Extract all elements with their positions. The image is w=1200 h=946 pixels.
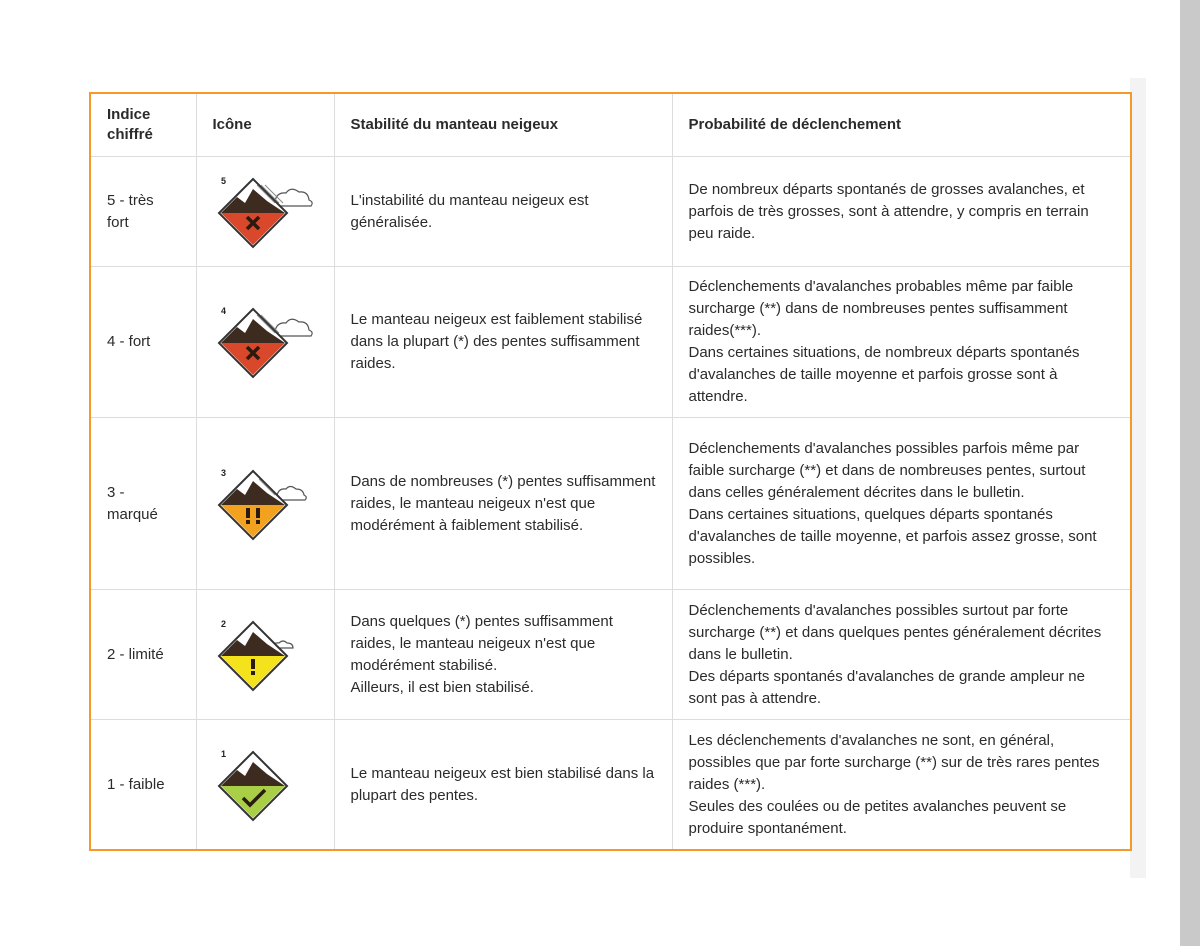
danger-level-5-cross-icon (215, 175, 315, 249)
row-stability: Dans de nombreuses (*) pentes suffisamment raides, le manteau neigeux n'est que modérément à faiblement stabilisé. (334, 418, 672, 590)
row-index: 2 - limité (90, 590, 196, 720)
page-side-panel (1130, 78, 1146, 878)
row-probability: Les déclenchements d'avalanches ne sont, en général, possibles que par forte surcharge (**) sur de très rares pentes raides (***). Seules des coulées ou de petites avalanches peuvent se produire spontanément. (672, 720, 1131, 850)
danger-level-1-checkmark-icon (215, 748, 315, 822)
row-stability: Le manteau neigeux est bien stabilisé dans la plupart des pentes. (334, 720, 672, 850)
icon-level-number: 4 (221, 306, 227, 317)
row-probability: De nombreux départs spontanés de grosses avalanches, et parfois de très grosses, sont à attendre, y compris en terrain peu raide. (672, 157, 1131, 267)
icon-level-number: 1 (221, 748, 227, 759)
table-row (90, 418, 1131, 590)
table-row (90, 267, 1131, 418)
danger-level-2-exclamation-icon (215, 618, 315, 692)
table-header-row (90, 93, 1131, 157)
row-probability: Déclenchements d'avalanches probables même par faible surcharge (**) dans de nombreuses pentes suffisamment raides(***). Dans certaines situations, de nombreux départs spontanés d'avalanches de taille moyenne et parfois grosse sont à attendre. (672, 267, 1131, 418)
table-row (90, 590, 1131, 720)
table-row (90, 157, 1131, 267)
row-icon-cell (196, 418, 334, 590)
row-icon-cell (196, 590, 334, 720)
scrollbar-track[interactable] (1180, 0, 1200, 946)
header-stability: Stabilité du manteau neigeux (334, 93, 672, 157)
danger-level-3-double-exclamation-icon (215, 467, 315, 541)
danger-level-4-cross-icon (215, 305, 315, 379)
row-index: 5 - très fort (90, 157, 196, 267)
row-index: 1 - faible (90, 720, 196, 850)
row-stability: L'instabilité du manteau neigeux est généralisée. (334, 157, 672, 267)
avalanche-danger-table (89, 92, 1132, 851)
row-probability: Déclenchements d'avalanches possibles parfois même par faible surcharge (**) et dans de nombreuses pentes, surtout dans celles généralement décrites dans le bulletin. Dans certaines situations, quelques départs spontanés d'avalanches de taille moyenne, et parfois assez grosse, sont possibles. (672, 418, 1131, 590)
header-index: Indice chiffré (90, 93, 196, 157)
icon-level-number: 3 (221, 467, 227, 478)
row-index: 4 - fort (90, 267, 196, 418)
header-probability: Probabilité de déclenchement (672, 93, 1131, 157)
row-icon-cell (196, 720, 334, 850)
row-probability: Déclenchements d'avalanches possibles surtout par forte surcharge (**) et dans quelques pentes généralement décrites dans le bulletin. Des départs spontanés d'avalanches de grande ampleur ne sont pas à attendre. (672, 590, 1131, 720)
icon-level-number: 2 (221, 618, 227, 629)
header-icon: Icône (196, 93, 334, 157)
row-icon-cell (196, 157, 334, 267)
row-stability: Le manteau neigeux est faiblement stabilisé dans la plupart (*) des pentes suffisamment raides. (334, 267, 672, 418)
row-icon-cell (196, 267, 334, 418)
icon-level-number: 5 (221, 175, 227, 186)
row-stability: Dans quelques (*) pentes suffisamment raides, le manteau neigeux n'est que modérément stabilisé. Ailleurs, il est bien stabilisé. (334, 590, 672, 720)
row-index: 3 - marqué (90, 418, 196, 590)
table-row (90, 720, 1131, 850)
